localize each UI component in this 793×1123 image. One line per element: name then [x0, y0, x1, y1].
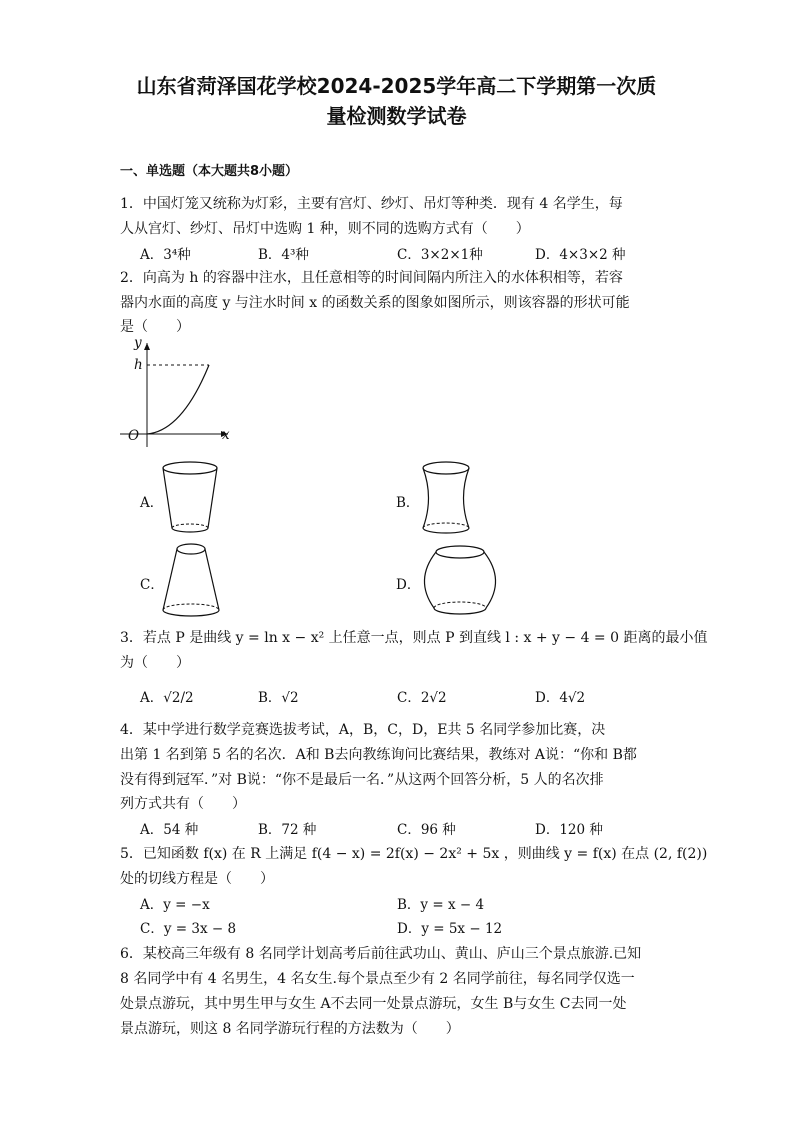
q4-option-d: D．120 种	[535, 822, 603, 838]
container-d-figure	[418, 540, 502, 620]
q6-text-line-3: 处景点游玩，其中男生甲与女生 A不去同一处景点游玩，女生 B与女生 C去同一处	[120, 996, 627, 1012]
q3-option-c: C．2√2	[397, 690, 447, 706]
q2-option-d: D．	[396, 577, 421, 593]
q5-option-a: A．y = −x	[140, 897, 210, 913]
q1-option-d: D．4×3×2 种	[535, 247, 626, 263]
container-c-figure	[158, 540, 226, 620]
q6-text-line-4: 景点游玩，则这 8 名同学游玩行程的方法数为（ ）	[120, 1021, 460, 1037]
q4-text-line-2: 出第 1 名到第 5 名的名次．A和 B去向教练询问比赛结果，教练对 A说：“你和 B都	[120, 747, 637, 763]
q3-option-b: B．√2	[258, 690, 299, 706]
q5-option-d: D．y = 5x − 12	[397, 921, 503, 937]
section-heading: 一、单选题（本大题共8小题）	[120, 164, 299, 179]
q1-text-line-2: 人从宫灯、纱灯、吊灯中选购 1 种，则不同的选购方式有（ ）	[120, 221, 530, 237]
q1-text-line-1: 1．中国灯笼又统称为灯彩，主要有宫灯、纱灯、吊灯等种类．现有 4 名学生，每	[120, 196, 623, 212]
q2-text-line-3: 是（ ）	[120, 319, 190, 335]
q1-option-b: B．4³种	[258, 247, 309, 263]
q3-option-a: A．√2/2	[140, 690, 194, 706]
graph-x-label: x	[222, 427, 230, 443]
q3-option-d: D．4√2	[535, 690, 586, 706]
q2-text-line-1: 2．向高为 h 的容器中注水，且任意相等的时间间隔内所注入的水体积相等，若容	[120, 270, 623, 286]
q2-option-c: C．	[140, 577, 164, 593]
q4-text-line-4: 列方式共有（ ）	[120, 796, 246, 812]
q3-text-line-2: 为（ ）	[120, 655, 190, 671]
q5-option-b: B．y = x − 4	[397, 897, 485, 913]
graph-y-label: y	[134, 335, 142, 351]
q2-option-b: B．	[396, 495, 420, 511]
q6-text-line-1: 6．某校高三年级有 8 名同学计划高考后前往武功山、黄山、庐山三个景点旅游.已知	[120, 946, 642, 962]
q4-option-c: C．96 种	[397, 822, 456, 838]
container-a-figure	[160, 458, 224, 536]
q1-option-c: C．3×2×1种	[397, 247, 483, 263]
exam-title-line-1: 山东省菏泽国花学校2024-2025学年高二下学期第一次质	[136, 74, 657, 98]
q4-option-a: A．54 种	[140, 822, 199, 838]
q5-option-c: C．y = 3x − 8	[140, 921, 237, 937]
exam-title-line-2: 量检测数学试卷	[326, 104, 467, 128]
q3-text-line-1: 3．若点 P 是曲线 y = ln x − x² 上任意一点，则点 P 到直线 l : x + y − 4 = 0 距离的最小值	[120, 630, 708, 646]
q4-option-b: B．72 种	[258, 822, 317, 838]
q5-text-line-1: 5．已知函数 f(x) 在 R 上满足 f(4 − x) = 2f(x) − 2x² + 5x ，则曲线 y = f(x) 在点 (2, f(2))	[120, 846, 708, 862]
q4-text-line-1: 4．某中学进行数学竞赛选拔考试，A，B，C，D，E共 5 名同学参加比赛，决	[120, 722, 606, 738]
q1-option-a: A．3⁴种	[140, 247, 191, 263]
q2-text-line-2: 器内水面的高度 y 与注水时间 x 的函数关系的图象如图所示，则该容器的形状可能	[120, 295, 630, 311]
q4-text-line-3: 没有得到冠军．”对 B说：“你不是最后一名．”从这两个回答分析，5 人的名次排	[120, 772, 604, 788]
container-b-figure	[418, 458, 474, 536]
q6-text-line-2: 8 名同学中有 4 名男生，4 名女生.每个景点至少有 2 名同学前往，每名同学仅选一	[120, 971, 635, 987]
graph-h-label: h	[134, 357, 143, 373]
graph-origin-label: O	[128, 428, 140, 444]
q2-option-a: A．	[140, 495, 164, 511]
q5-text-line-2: 处的切线方程是（ ）	[120, 871, 274, 887]
